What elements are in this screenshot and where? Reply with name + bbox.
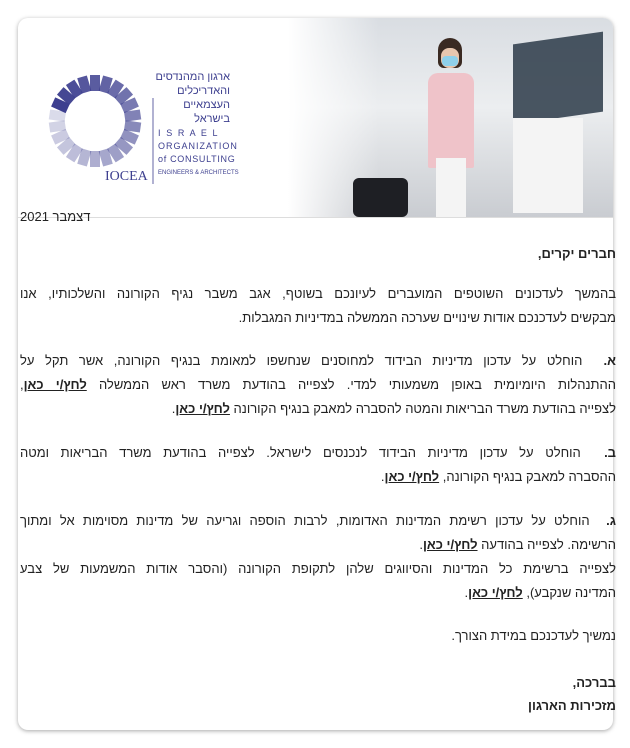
section-c-text-2: הרשימה. לצפייה בהודעה <box>481 537 616 552</box>
logo-hebrew-1: ארגון המהנדסים <box>155 71 230 83</box>
newsletter-card <box>18 18 613 730</box>
section-c-marker: ג. <box>606 513 616 528</box>
countries-list-link[interactable]: לחץ/י כאן <box>468 585 523 600</box>
section-b-line-2: ההסברה למאבק בנגיף הקורונה, לחץ/י כאן. <box>380 469 616 484</box>
red-countries-link[interactable]: לחץ/י כאן <box>422 537 478 552</box>
section-c-line-2: הרשימה. לצפייה בהודעה לחץ/י כאן. <box>419 537 616 552</box>
section-a-text-2: ההתנהלות היומיומית באופן משמעותי למדי. לצפייה בהודעת משרד ראש הממשלה <box>98 377 616 392</box>
greeting: חברים יקרים, <box>537 246 616 261</box>
section-c-line-3: לצפייה ברשימת כל המדינות והסיווגים שלהן לתקופת הקורונה (והסבר אודות המשמעות של צבע <box>20 561 616 576</box>
health-ministry-link-b[interactable]: לחץ/י כאן <box>384 469 440 484</box>
section-c-text-4: המדינה שנקבע), <box>526 585 616 600</box>
airport-photo <box>288 18 613 217</box>
section-c-line-4: המדינה שנקבע), לחץ/י כאן. <box>464 585 616 600</box>
section-b-text-1: הוחלט על עדכון מדיניות הבידוד לנכנסים לישראל. לצפייה בהודעת משרד הבריאות ומטה <box>20 445 581 460</box>
letter-date: דצמבר 2021 <box>20 209 91 224</box>
section-a-line-1 <box>20 351 616 371</box>
pm-office-link[interactable]: לחץ/י כאן <box>23 377 87 392</box>
logo-english-4: ENGINEERS & ARCHITECTS <box>158 170 239 176</box>
logo-ring-block <box>90 75 100 91</box>
section-b-marker: ב. <box>604 445 616 460</box>
section-b-line-1 <box>20 443 616 463</box>
section-a-line-3: לצפייה בהודעת משרד הבריאות והמטה להסברה למאבק בנגיף הקורונה לחץ/י כאן. <box>171 401 616 416</box>
logo-ring-block <box>90 151 100 167</box>
section-b-text-2: ההסברה למאבק בנגיף הקורונה, <box>442 469 616 484</box>
section-a-text-1: הוחלט על עדכון מדיניות הבידוד למחוסנים שנחשפו למאומת בנגיף הקורונה, אשר תקל על <box>20 353 583 368</box>
logo-english-2: ORGANIZATION <box>158 141 238 151</box>
section-a-text-3: לצפייה בהודעת משרד הבריאות והמטה להסברה למאבק בנגיף הקורונה <box>233 401 616 416</box>
logo-english-3: of CONSULTING <box>158 154 236 164</box>
logo-acronym: IOCEA <box>105 169 148 184</box>
section-a-line-2: ההתנהלות היומיומית באופן משמעותי למדי. לצפייה בהודעת משרד ראש הממשלה לחץ/י כאן, <box>20 377 616 392</box>
intro-line-2: מבקשים לעדכנכם אודות שינויים שערכה הממשלה במדיניות המגבלות. <box>238 310 616 325</box>
logo-hebrew-3: העצמאיים <box>183 99 230 111</box>
logo-hebrew-4: בישראל <box>194 113 230 125</box>
signature: מזכירות הארגון <box>528 698 616 713</box>
regards: בברכה, <box>572 675 616 690</box>
health-ministry-link-a[interactable]: לחץ/י כאן <box>175 401 230 416</box>
section-a-marker: א. <box>603 353 617 368</box>
iocea-logo <box>40 66 240 186</box>
section-c-line-1 <box>20 511 616 531</box>
logo-hebrew-2: והאדריכלים <box>177 85 230 97</box>
section-c-text-1: הוחלט על עדכון רשימת המדינות האדומות, לרבות הוספה וגריעה של מדינות מסוימות אל ומתוך <box>20 513 590 528</box>
logo-english-1: I S R A E L <box>158 128 220 138</box>
intro-line-1: בהמשך לעדכונים השוטפים המועברים לעיונכם בשוטף, אגב משבר נגיף הקורונה והשלכותיו, אנו <box>20 286 616 301</box>
logo-ring-icon <box>49 75 141 167</box>
closing-text: נמשיך לעדכנכם במידת הצורך. <box>451 628 616 643</box>
header-banner <box>18 18 613 218</box>
